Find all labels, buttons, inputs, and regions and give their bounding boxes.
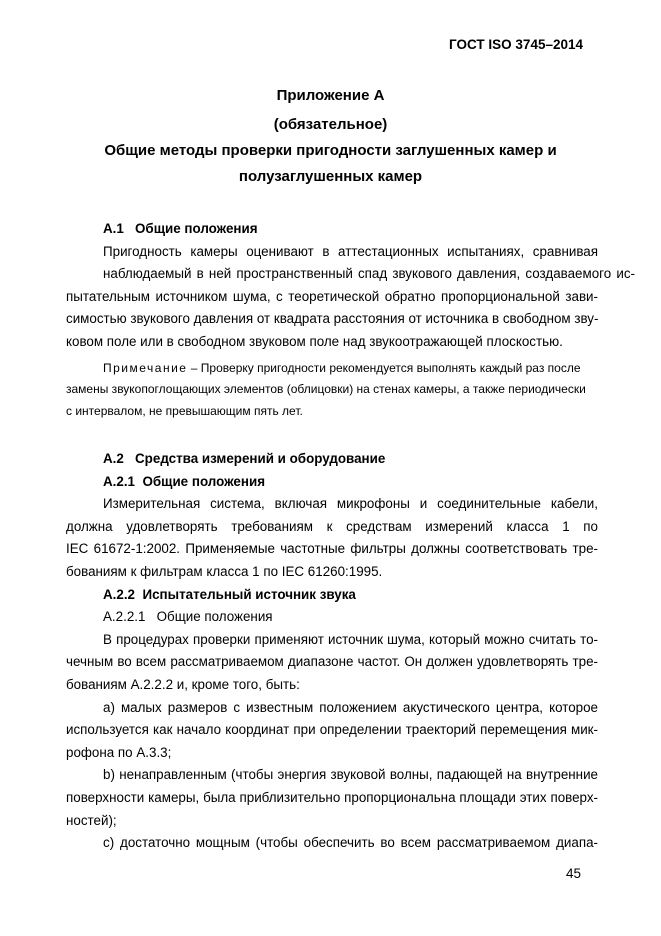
text-line: ностей);: [66, 812, 117, 828]
text-line: IEC 61672-1:2002. Применяемые частотные фильтры должны соответствовать тре-: [66, 541, 598, 557]
text-line: b) ненаправленным (чтобы энергия звуковой волны, падающей на внутренние: [103, 767, 598, 783]
text-line: чечным во всем рассматриваемом диапазоне частот. Он должен удовлетворять тре-: [66, 654, 598, 670]
page-number: 45: [565, 866, 581, 881]
note-line: замены звукопоглощающих элементов (облицовки) на стенах камеры, а также периодически: [66, 382, 586, 397]
annex-title: Приложение А: [276, 87, 385, 104]
section-a2-heading: [103, 448, 598, 471]
section-a21-paragraph: [66, 493, 598, 583]
note-text: – Проверку пригодности рекомендуется выполнять каждый раз после: [187, 360, 581, 375]
text-line: поверхности камеры, была приблизительно пропорциональна площади этих поверх-: [66, 789, 598, 805]
section-number: А.2.2: [103, 586, 136, 602]
text-line: должна удовлетворять требованиям к средствам измерений класса 1 по: [66, 518, 598, 534]
section-title: Средства измерений и оборудование: [135, 451, 386, 467]
text-line: a) малых размеров с известным положением акустического центра, которое: [103, 699, 598, 715]
text-line: наблюдаемый в ней пространственный спад звукового давления, создаваемого ис-: [103, 266, 635, 282]
section-a1-paragraph: [66, 241, 635, 354]
section-a22-heading: [103, 584, 598, 607]
list-item-a: [66, 697, 598, 765]
section-a221-paragraph: [66, 629, 598, 697]
text-line: Пригодность камеры оценивают в аттестационных испытаниях, сравнивая: [103, 243, 598, 259]
text-line: используется как начало координат при определении траекторий перемещения мик-: [66, 722, 598, 738]
text-line: бованиям к фильтрам класса 1 по IEC 61260:1995.: [66, 564, 383, 580]
text-line: ковом поле или в свободном звуковом поле над звукоотражающей плоскостью.: [66, 333, 563, 349]
note-line: с интервалом, не превышающим пять лет.: [66, 403, 303, 418]
section-number: А.2.2.1: [103, 609, 146, 625]
text-line: рофона по А.3.3;: [66, 744, 172, 760]
annex-heading-line1: Общие методы проверки пригодности заглушенных камер и: [104, 142, 557, 159]
text-line: пытательным источником шума, с теоретической обратно пропорциональной зави-: [66, 288, 598, 304]
text-line: симостью звукового давления от квадрата расстояния от источника в свободном зву-: [66, 311, 599, 327]
section-title: Общие положения: [142, 473, 266, 489]
section-a221-heading: [103, 606, 598, 629]
note-block: [66, 358, 598, 423]
text-line: Измерительная система, включая микрофоны и соединительные кабели,: [103, 496, 598, 512]
annex-status: (обязательное): [273, 116, 388, 133]
text-line: В процедурах проверки применяют источник шума, который можно считать то-: [103, 631, 598, 647]
section-number: А.2: [103, 451, 124, 467]
section-title: Испытательный источник звука: [142, 586, 356, 602]
document-id-header: ГОСТ ISO 3745–2014: [449, 37, 583, 52]
section-title: Общие положения: [135, 221, 258, 236]
note-label: Примечание: [103, 360, 188, 375]
section-a1-heading: [103, 218, 598, 241]
annex-heading-line2: полузаглушенных камер: [238, 168, 423, 185]
section-number: А.1: [103, 221, 124, 236]
text-line: c) достаточно мощным (чтобы обеспечить во всем рассматриваемом диапа-: [103, 835, 598, 851]
list-item-b: [66, 764, 598, 832]
section-a21-heading: [103, 471, 598, 494]
document-body: [66, 218, 635, 855]
section-title: Общие положения: [156, 609, 273, 625]
text-line: бованиям А.2.2.2 и, кроме того, быть:: [66, 677, 300, 692]
list-item-c: [103, 832, 598, 855]
section-number: А.2.1: [103, 473, 136, 489]
